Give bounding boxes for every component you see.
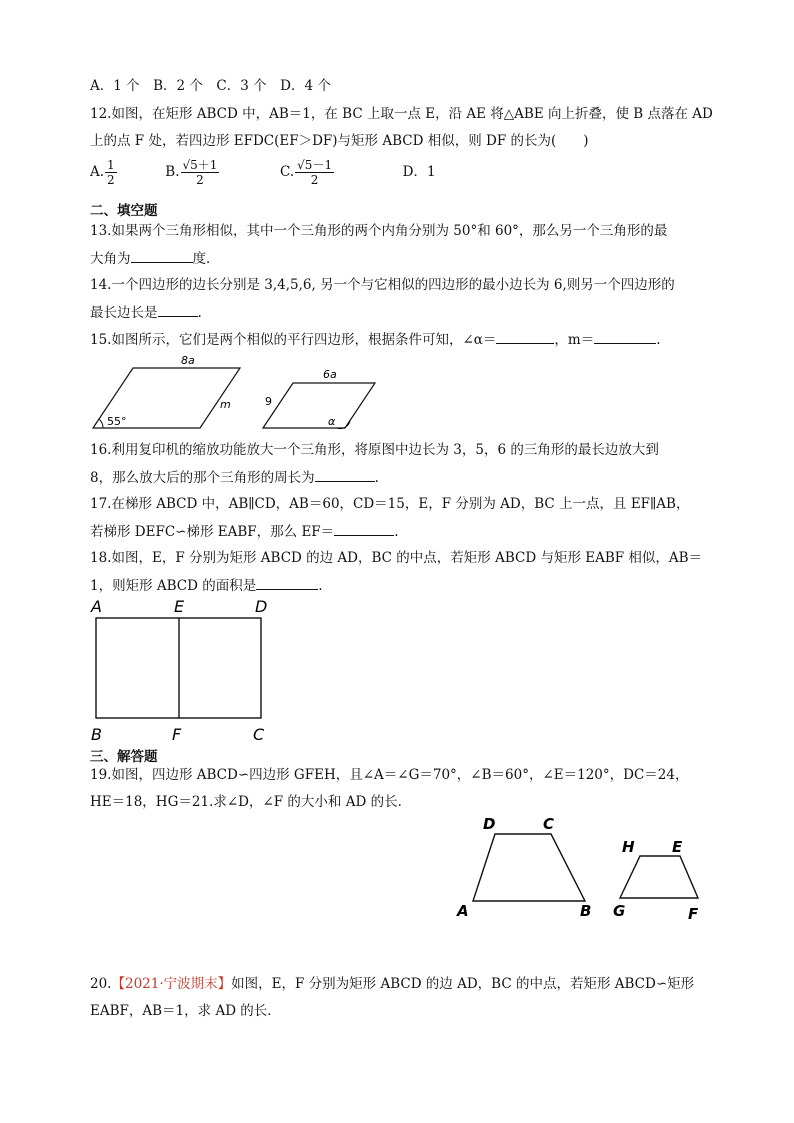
trapezoid-abcd: [473, 834, 585, 901]
q12-option-d: D．1: [402, 164, 436, 180]
label-B: B: [580, 902, 592, 920]
q12-line1: 12.如图，在矩形 ABCD 中，AB＝1，在 BC 上取一点 E，沿 AE 将△ABE 向上折叠，使 B 点落在 AD: [90, 106, 713, 122]
q14-answer-blank[interactable]: [158, 303, 198, 317]
big-angle-arc: [99, 419, 103, 428]
label-F: F: [688, 905, 699, 923]
label-C: C: [253, 725, 265, 744]
q20-source-tag: 【2021·宁波期末】: [111, 976, 232, 992]
q15-angle-blank[interactable]: [496, 330, 554, 344]
q13-line1: 13.如果两个三角形相似，其中一个三角形的两个内角分别为 50°和 60°，那么另一个三角形的最: [90, 223, 668, 239]
q17-line2: 若梯形 DEFC∽梯形 EABF，那么 EF＝ .: [90, 524, 399, 540]
label-alpha: α: [328, 415, 336, 428]
label-D: D: [255, 597, 268, 616]
q16-line2: 8，那么放大后的那个三角形的周长为 .: [90, 470, 379, 486]
q19-trapezoid-figure: [455, 812, 715, 927]
label-8a: 8a: [181, 354, 195, 367]
label-E: E: [174, 597, 185, 616]
q17-line1: 17.在梯形 ABCD 中，AB∥CD，AB＝60，CD＝15，E，F 分别为 AD，BC 上一点，且 EF∥AB，: [90, 496, 690, 512]
q14-line2: 最长边长是 .: [90, 305, 202, 321]
q12-options: [90, 158, 436, 187]
q12-option-c: C. $\frac{√5-1}{2}$: [280, 158, 333, 187]
q16-line1: 16.利用复印机的缩放功能放大一个三角形，将原图中边长为 3，5，6 的三角形的最长边放大到: [90, 442, 659, 458]
q12-option-b: B. $\frac{√5+1}{2}$: [165, 158, 218, 187]
q13-answer-blank[interactable]: [131, 249, 193, 263]
q20-line2: EABF，AB＝1，求 AD 的长．: [90, 1003, 281, 1019]
label-F: F: [172, 725, 182, 744]
label-m: m: [220, 398, 231, 411]
q18-line2: 1，则矩形 ABCD 的面积是 .: [90, 578, 323, 594]
q18-line1: 18.如图，E，F 分别为矩形 ABCD 的边 AD，BC 的中点，若矩形 ABCD 与矩形 EABF 相似，AB＝: [90, 550, 703, 566]
label-A: A: [457, 902, 469, 920]
q13-line2: 大角为 度．: [90, 251, 220, 267]
label-6a: 6a: [323, 368, 337, 381]
q12-option-a: A. $\frac{1}{2}$: [90, 158, 115, 187]
q17-answer-blank[interactable]: [334, 522, 394, 536]
label-A: A: [91, 597, 102, 616]
label-9: 9: [265, 395, 272, 408]
label-G: G: [613, 902, 626, 920]
label-B: B: [91, 725, 102, 744]
q19-line2: HE＝18，HG＝21.求∠D，∠F 的大小和 AD 的长．: [90, 794, 412, 810]
q15-parallelogram-figure: [85, 350, 385, 435]
q15-m-blank[interactable]: [594, 330, 656, 344]
label-E: E: [672, 838, 683, 856]
label-C: C: [543, 815, 555, 833]
label-H: H: [622, 838, 635, 856]
small-parallelogram: [263, 383, 375, 428]
q18-rectangle-figure: [88, 596, 278, 746]
q18-answer-blank[interactable]: [256, 576, 318, 590]
trapezoid-gfeh: [620, 856, 698, 898]
section-solution-heading: 三、解答题: [90, 749, 158, 765]
q20-line1: 20.【2021·宁波期末】如图，E，F 分别为矩形 ABCD 的边 AD，BC 的中点，若矩形 ABCD∽矩形: [90, 976, 695, 992]
label-D: D: [483, 815, 496, 833]
q12-line2: 上的点 F 处，若四边形 EFDC(EF＞DF)与矩形 ABCD 相似，则 DF 的长为( ): [90, 133, 589, 149]
q19-line1: 19.如图，四边形 ABCD∽四边形 GFEH，且∠A＝∠G＝70°，∠B＝60°，∠E＝120°，DC＝24，: [90, 767, 689, 783]
q15-line: 15.如图所示，它们是两个相似的平行四边形，根据条件可知，∠α＝ ，m＝ .: [90, 332, 661, 348]
q16-answer-blank[interactable]: [315, 468, 375, 482]
q11-options: A．1 个 B．2 个 C．3 个 D．4 个: [90, 78, 331, 94]
label-55deg: 55°: [107, 415, 127, 428]
section-fill-in-heading: 二、填空题: [90, 203, 158, 219]
q14-line1: 14.一个四边形的边长分别是 3,4,5,6, 另一个与它相似的四边形的最小边长为 6,则另一个四边形的: [90, 277, 675, 293]
